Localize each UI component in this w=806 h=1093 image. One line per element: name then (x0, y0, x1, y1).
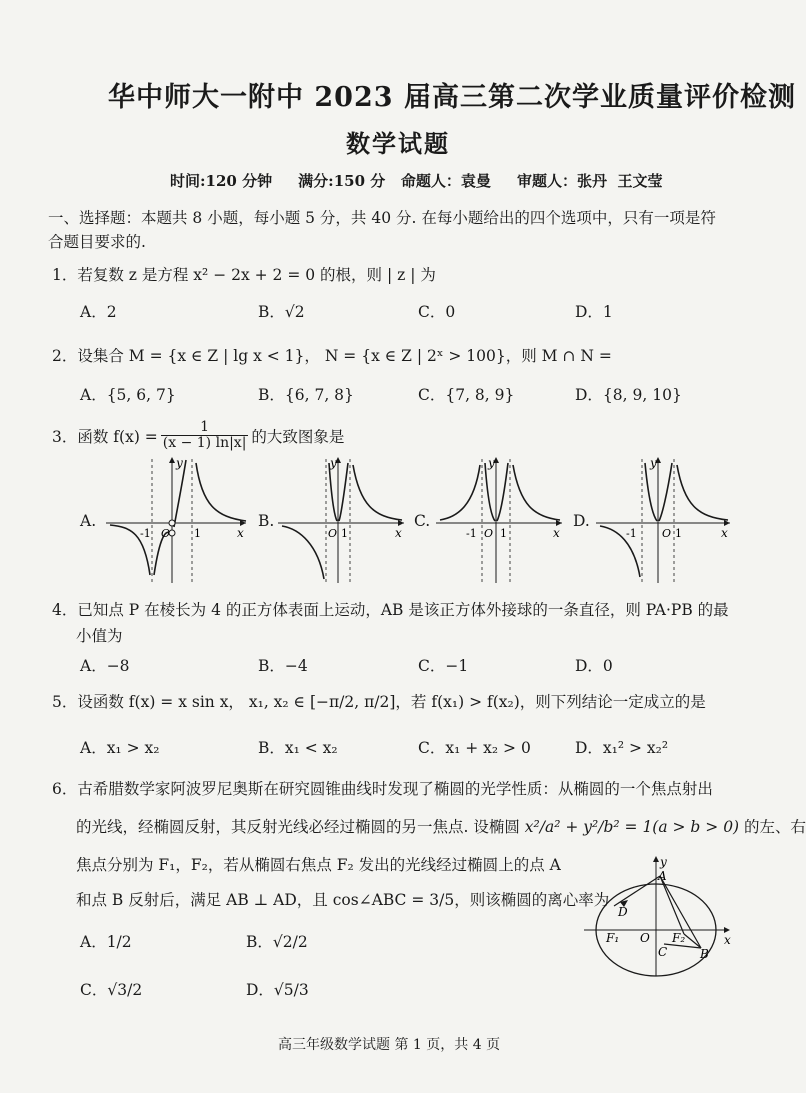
q1-option-c[interactable]: C．0 (418, 303, 456, 321)
q3-fraction-numerator: 1 (161, 420, 249, 436)
q6-ellipse-equation: x²/a² + y²/b² = 1(a > b > 0) (524, 818, 740, 836)
q1-option-a[interactable]: A．2 (80, 303, 117, 321)
exam-meta: 时间:120 分钟 满分:150 分 命题人：袁曼 审题人：张丹 王文莹 (170, 172, 663, 190)
graph-d-y-label: y (650, 456, 657, 470)
q3-option-d[interactable]: D. (573, 512, 590, 530)
graph-a-x-label: x (237, 526, 244, 540)
graph-b-x-label: x (395, 526, 402, 540)
graph-d-x-label: x (721, 526, 728, 540)
graph-d-neg-one-label: -1 (626, 527, 637, 540)
page-subtitle: 数学试题 (346, 129, 450, 158)
q5-option-a[interactable]: A．x₁ > x₂ (80, 739, 160, 757)
question-6-line3: 焦点分别为 F₁，F₂，若从椭圆右焦点 F₂ 发出的光线经过椭圆上的点 A (76, 856, 561, 874)
section-instruction-line2: 合题目要求的. (48, 233, 146, 251)
q5-option-c[interactable]: C．x₁ + x₂ > 0 (418, 739, 531, 757)
q3-option-c[interactable]: C. (414, 512, 431, 530)
graph-c-x-label: x (553, 526, 560, 540)
q3-fraction-denominator: (x − 1) ln|x| (162, 435, 247, 452)
question-2-stem: 2．设集合 M = {x ∈ Z | lg x < 1}， N = {x ∈ Z | 2ˣ > 100}，则 M ∩ N = (52, 347, 612, 365)
q3-option-a[interactable]: A. (80, 512, 97, 530)
fig-point-b-label: B (700, 947, 709, 961)
fig-point-a-label: A (658, 869, 667, 883)
q4-option-d[interactable]: D．0 (575, 657, 613, 675)
section-instruction-line1: 一、选择题：本题共 8 小题，每小题 5 分，共 40 分. 在每小题给出的四个选项中，只有一项是符 (48, 209, 716, 227)
graph-a-neg-one-label: -1 (140, 527, 151, 540)
q6-line2-text: 的光线，经椭圆反射，其反射光线必经过椭圆的另一焦点. 设椭圆 (76, 818, 520, 836)
fig-origin-label: O (640, 931, 650, 945)
q3-graph-b (278, 455, 410, 585)
graph-b-origin-label: O (328, 527, 338, 540)
q4-option-a[interactable]: A．−8 (80, 657, 130, 675)
q6-option-b[interactable]: B．√2/2 (246, 933, 308, 951)
graph-a-one-label: 1 (194, 527, 201, 540)
graph-d-origin-label: O (662, 527, 672, 540)
q6-option-c[interactable]: C．√3/2 (80, 981, 143, 999)
graph-c-origin-label: O (484, 527, 494, 540)
q6-line2-tail: 的左、右 (744, 818, 806, 836)
question-4-line2: 小值为 (76, 627, 123, 645)
q2-option-b[interactable]: B．{6, 7, 8} (258, 386, 354, 404)
q1-option-d[interactable]: D．1 (575, 303, 613, 321)
q5-option-d[interactable]: D．x₁² > x₂² (575, 739, 669, 757)
graph-d-one-label: 1 (675, 527, 682, 540)
q3-graph-c (436, 455, 568, 585)
question-3-stem (52, 420, 344, 452)
q4-option-b[interactable]: B．−4 (258, 657, 308, 675)
graph-b-y-label: y (330, 456, 337, 470)
fig-point-c-label: C (658, 945, 668, 959)
fig-f2-label: F₂ (672, 931, 686, 945)
graph-a-y-label: y (176, 456, 183, 470)
q6-ellipse-figure (576, 852, 736, 978)
question-6-line1: 6．古希腊数学家阿波罗尼奥斯在研究圆锥曲线时发现了椭圆的光学性质：从椭圆的一个焦点射出 (52, 780, 713, 798)
q2-option-d[interactable]: D．{8, 9, 10} (575, 386, 682, 404)
q3-suffix: 的大致图象是 (251, 427, 345, 446)
question-6-line4: 和点 B 反射后，满足 AB ⊥ AD，且 cos∠ABC = 3/5，则该椭圆的离心率为 (76, 891, 610, 909)
fig-y-label: y (660, 855, 667, 869)
question-1-stem: 1．若复数 z 是方程 x² − 2x + 2 = 0 的根，则 | z | 为 (52, 266, 436, 284)
q4-option-c[interactable]: C．−1 (418, 657, 469, 675)
question-6-line2 (76, 815, 806, 837)
q5-option-b[interactable]: B．x₁ < x₂ (258, 739, 338, 757)
q3-prefix: 3．函数 f(x) = (52, 427, 158, 446)
q2-option-c[interactable]: C．{7, 8, 9} (418, 386, 515, 404)
graph-a-origin-label: O (161, 527, 171, 540)
graph-c-y-label: y (488, 456, 495, 470)
question-4-line1: 4．已知点 P 在棱长为 4 的正方体表面上运动，AB 是该正方体外接球的一条直径，则 PA·PB 的最 (52, 601, 729, 619)
question-5-stem: 5．设函数 f(x) = x sin x， x₁, x₂ ∈ [−π/2, π/2]，若 f(x₁) > f(x₂)，则下列结论一定成立的是 (52, 693, 706, 711)
q2-option-a[interactable]: A．{5, 6, 7} (80, 386, 176, 404)
fig-point-d-label: D (618, 905, 628, 919)
fig-f1-label: F₁ (606, 931, 620, 945)
q3-graph-d (596, 455, 736, 585)
graph-c-neg-one-label: -1 (466, 527, 477, 540)
q1-option-b[interactable]: B．√2 (258, 303, 305, 321)
q6-option-d[interactable]: D．√5/3 (246, 981, 309, 999)
q6-option-a[interactable]: A．1/2 (80, 933, 132, 951)
fig-x-label: x (724, 933, 731, 947)
page-footer: 高三年级数学试题 第 1 页，共 4 页 (278, 1037, 501, 1053)
q3-option-b[interactable]: B. (258, 512, 275, 530)
q3-fraction (161, 420, 249, 452)
graph-b-one-label: 1 (341, 527, 348, 540)
q3-graph-a (106, 455, 252, 585)
graph-c-one-label: 1 (500, 527, 507, 540)
page-title: 华中师大一附中 2023 届高三第二次学业质量评价检测 (108, 82, 796, 113)
